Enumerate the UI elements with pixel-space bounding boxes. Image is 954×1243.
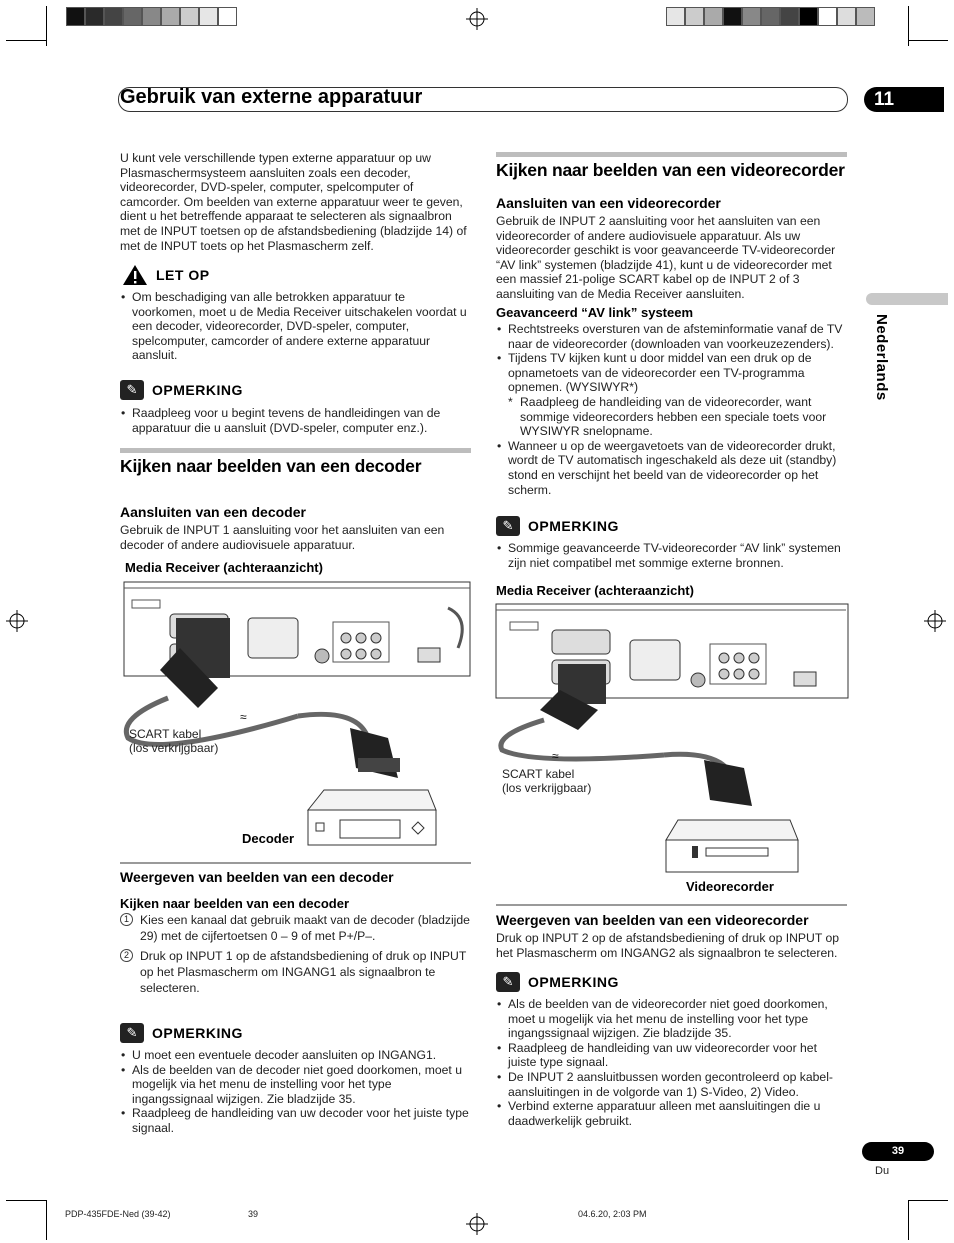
page-number-badge: 39 [862,1142,934,1161]
vcr-connect-text: Gebruik de INPUT 2 aansluiting voor het aansluiten van een videorecorder of andere audiovisuele apparatuur. Als uw videorecorder geschikt is voor geavanceerde TV-videorecorder “AV link” systemen (bladzijde 41), kunt u de videorecorder met een massief 21-polige SCART kabel op de INPUT 2 of 3 aansluiting van de Media Receiver aansluiten. [496,214,836,301]
crop-mark [908,1200,909,1240]
crop-mark [46,6,47,46]
caution-list [120,290,472,363]
pencil-note-icon: ✎ [496,972,520,992]
scart-input1-port [552,630,610,654]
language-tab [866,293,948,305]
step-item [120,948,472,996]
cable-label-line: (los verkrijgbaar) [502,781,592,795]
intro-paragraph: U kunt vele verschillende typen externe apparatuur op uw Plasmaschermsysteem aansluiten zoals een decoder, videorecorder, DVD-speler, computer, spelcomputer of camcorder. Om beelden van externe apparatuur weer te geven, dient u het betreffende apparaat te selecteren als signaalbron met de INPUT toetsen op de afstandsbediening (bladzijde 14) of met de INPUT toets op het Plasmascherm zelf. [120,151,467,253]
note-item: • Als de beelden van de videorecorder niet goed doorkomen, moet u mogelijk via het menu de instelling voor het type ingangssignaal wijzigen. Zie bladzijde 35. [496,997,848,1041]
note-list [120,406,472,435]
vcr-figure-caption: Media Receiver (achteraanzicht) [496,583,694,598]
note-header [496,972,619,992]
pencil-note-icon: ✎ [120,380,144,400]
warning-triangle-icon [122,264,148,286]
note-item: • Verbind externe apparatuur alleen met aansluitingen die u daadwerkelijk gebruikt. [496,1099,848,1128]
section-rule [120,862,471,864]
step-text: Kies een kanaal dat gebruik maakt van de decoder (bladzijde 29) met de cijfertoetsen 0 – 9 of met P+/P–. [140,913,470,943]
color-calibration-bar-left [66,7,237,26]
note-item: • U moet een eventuele decoder aansluiten op INGANG1. [120,1048,472,1063]
note-header [496,516,619,536]
avlink-footnote: * Raadpleeg de handleiding van de videorecorder, want sommige videorecorders hebben een speciale toets voor WYSIWYR snelopname. [496,395,848,439]
note-item: • Raadpleeg voor u begint tevens de handleidingen van de apparatuur die u aansluit (DVD-speler, computer enz.). [120,406,472,435]
note-label: OPMERKING [152,382,243,398]
decoder-connect-text: Gebruik de INPUT 1 aansluiting voor het aansluiten van een decoder of andere audiovisuele apparatuur. [120,523,445,552]
decoder-note-list [120,1048,472,1136]
vcr-cable-label [502,767,591,795]
vcr-watch-heading: Weergeven van beelden van een videorecorder [496,912,809,928]
vcr-note2-list [496,997,848,1128]
vcr-section-heading: Kijken naar beelden van een videorecorder [496,160,845,180]
avlink-item: • Rechtstreeks oversturen van de afsteminformatie vanaf de TV naar de videorecorder (downloaden van voorkeuzezenders). [496,322,848,351]
section-rule [120,448,471,453]
caution-header [122,264,210,286]
decoder-figure-caption: Media Receiver (achteraanzicht) [125,560,323,575]
note-label: OPMERKING [152,1025,243,1041]
vcr-connect-heading: Aansluiten van een videorecorder [496,195,721,211]
crop-mark [46,1200,47,1240]
crop-mark [6,40,46,41]
step-number: 1 [120,913,133,926]
note-item: • Als de beelden van de decoder niet goed doorkomen, moet u mogelijk via het menu de instelling voor het type ingangssignaal wijzigen. Zie bladzijde 35. [120,1063,472,1107]
chapter-number-badge: 11 [864,87,944,112]
decoder-device-label: Decoder [242,831,295,846]
note-header [120,380,243,400]
crop-mark [908,1200,948,1201]
page-title: Gebruik van externe apparatuur [120,86,423,108]
decoder-watch-heading: Weergeven van beelden van een decoder [120,869,394,885]
language-code: Du [875,1165,890,1177]
pencil-note-icon: ✎ [496,516,520,536]
avlink-list [496,322,848,497]
cable-label-line: (los verkrijgbaar) [129,741,219,755]
note-label: OPMERKING [528,518,619,534]
note-label: OPMERKING [528,974,619,990]
decoder-watch-subheading: Kijken naar beelden van een decoder [120,896,350,911]
footer-file-page: 39 [248,1209,259,1219]
pencil-note-icon: ✎ [120,1023,144,1043]
crop-mark [6,1200,46,1201]
avlink-item: • Wanneer u op de weergavetoets van de videorecorder drukt, wordt de TV automatisch ingeschakeld als deze uit (standby) stond en verschijnt het beeld van de videorecorder op het scherm. [496,439,848,497]
step-number: 2 [120,949,133,962]
cable-label-line: SCART kabel [502,767,575,781]
registration-mark-icon [466,8,488,30]
vcr-note-list [496,541,848,570]
footer-date: 04.6.20, 2:03 PM [578,1209,647,1219]
svg-text:≈: ≈ [240,710,247,724]
svg-text:≈: ≈ [552,749,559,763]
note-header [120,1023,243,1043]
note-item: • Raadpleeg de handleiding van uw videorecorder voor het juiste type signaal. [496,1041,848,1070]
avlink-heading: Geavanceerd “AV link” systeem [496,305,694,320]
footer-file-name: PDP-435FDE-Ned (39-42) [65,1209,171,1219]
registration-mark-icon [924,610,946,632]
note-item: • De INPUT 2 aansluitbussen worden gecontroleerd op kabel-aansluitingen in de volgorde van 1) S-Video, 2) Video. [496,1070,848,1099]
color-calibration-bar-right [666,7,875,26]
language-label: Nederlands [873,314,890,401]
section-rule [496,904,847,906]
registration-mark-icon [466,1213,488,1235]
section-rule [496,152,847,157]
caution-item: • Om beschadiging van alle betrokken apparatuur te voorkomen, moet u de Media Receiver uitschakelen voordat u een decoder, videorecorder, DVD-speler, computer, spelcomputer, camcorder of andere externe apparatuur aansluit. [120,290,472,363]
step-item [120,912,472,944]
decoder-steps [120,912,472,996]
note-item: • Raadpleeg de handleiding van uw decoder voor het juiste type signaal. [120,1106,472,1135]
decoder-cable-label [129,727,218,755]
vcr-watch-text: Druk op INPUT 2 op de afstandsbediening of druk op INPUT op het Plasmascherm om INGANG2 als signaalbron te selecteren. [496,931,840,960]
cable-label-line: SCART kabel [129,727,202,741]
crop-mark [908,40,948,41]
decoder-connect-heading: Aansluiten van een decoder [120,504,306,520]
vcr-connection-diagram [494,600,850,876]
decoder-section-heading: Kijken naar beelden van een decoder [120,456,422,476]
caution-label: LET OP [156,267,210,283]
step-text: Druk op INPUT 1 op de afstandsbediening of druk op INPUT op het Plasmascherm om INGANG1 als signaalbron te selecteren. [140,949,467,995]
note-item: • Sommige geavanceerde TV-videorecorder “AV link” systemen zijn niet compatibel met sommige externe bronnen. [496,541,848,570]
avlink-item: • Tijdens TV kijken kunt u door middel van een druk op de opnametoets van de videorecorder een TV-programma opnemen. (WYSIWYR*) [496,351,848,395]
vcr-device-label: Videorecorder [686,879,774,894]
registration-mark-icon [6,610,28,632]
decoder-connection-diagram [118,578,474,850]
